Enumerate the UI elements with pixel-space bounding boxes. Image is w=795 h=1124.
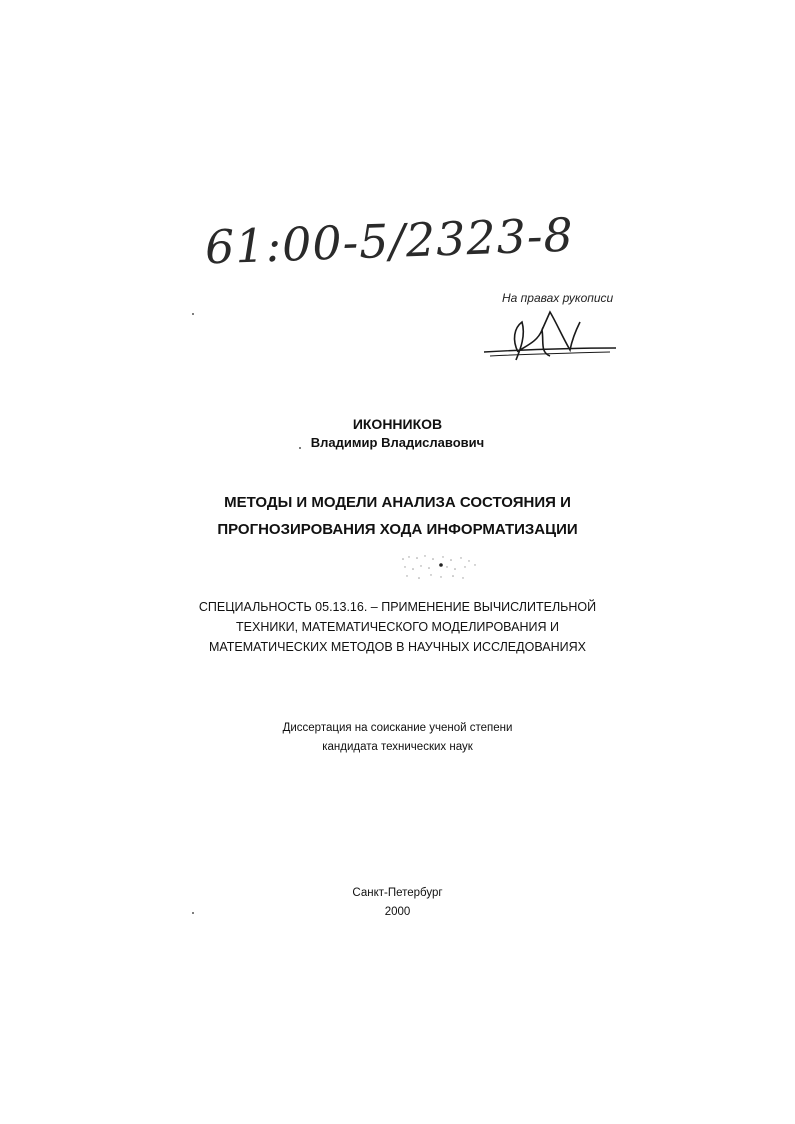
specialty <box>0 597 795 657</box>
specialty-line-2: ТЕХНИКИ, МАТЕМАТИЧЕСКОГО МОДЕЛИРОВАНИЯ И <box>236 620 559 634</box>
specialty-line-1: СПЕЦИАЛЬНОСТЬ 05.13.16. – ПРИМЕНЕНИЕ ВЫЧИСЛИТЕЛЬНОЙ <box>198 600 597 614</box>
scan-speck <box>192 912 194 914</box>
dissertation-title <box>0 489 795 543</box>
degree-line-1: Диссертация на соискание ученой степени <box>282 722 513 734</box>
scan-speck <box>299 447 301 449</box>
author-surname: ИКОННИКОВ <box>352 416 443 432</box>
rights-note: На правах рукописи <box>502 291 614 305</box>
specialty-line-3: МАТЕМАТИЧЕСКИХ МЕТОДОВ В НАУЧНЫХ ИССЛЕДОВАНИЯХ <box>209 640 586 654</box>
degree-line-2: кандидата технических наук <box>322 741 473 753</box>
author-name: Владимир Владиславович <box>310 435 485 450</box>
scan-speck <box>192 313 194 315</box>
title-line-1: МЕТОДЫ И МОДЕЛИ АНАЛИЗА СОСТОЯНИЯ И <box>224 494 571 511</box>
title-line-2: ПРОГНОЗИРОВАНИЯ ХОДА ИНФОРМАТИЗАЦИИ <box>217 521 578 538</box>
degree-statement <box>0 719 795 757</box>
city: Санкт-Петербург <box>352 887 443 899</box>
place-and-year <box>0 884 795 922</box>
year: 2000 <box>384 906 411 918</box>
archive-code: 61:00-5/2323-8 <box>204 207 575 275</box>
faded-stamp <box>395 553 485 583</box>
signature <box>480 300 620 370</box>
